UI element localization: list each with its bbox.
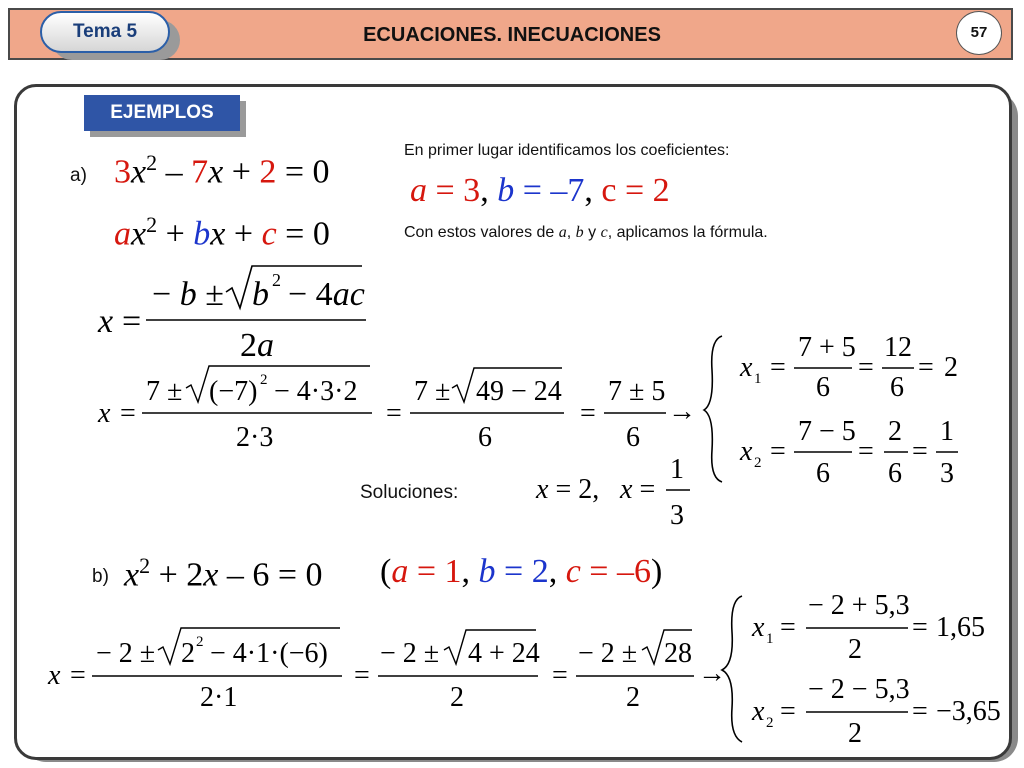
svg-text:=: = [780, 696, 796, 727]
svg-text:2: 2 [450, 682, 464, 713]
svg-text:=: = [354, 660, 370, 691]
svg-text:12: 12 [884, 332, 912, 363]
svg-text:x: x [752, 696, 765, 727]
svg-text:− 2 + 5,3: − 2 + 5,3 [808, 590, 910, 621]
svg-text:=: = [552, 660, 568, 691]
svg-text:− 4·3·2: − 4·3·2 [274, 376, 358, 407]
svg-text:− 2 ±: − 2 ± [578, 638, 638, 669]
svg-text:x: x [48, 660, 61, 691]
svg-text:x: x [740, 436, 753, 467]
svg-text:x: x [752, 612, 765, 643]
svg-text:x: x [98, 303, 114, 340]
svg-text:− 2 − 5,3: − 2 − 5,3 [808, 674, 910, 705]
svg-text:2·3: 2·3 [236, 422, 274, 453]
example-a-label: a) [70, 165, 87, 186]
svg-text:7 + 5: 7 + 5 [798, 332, 856, 363]
svg-text:− 4·1·(−6): − 4·1·(−6) [210, 638, 328, 669]
svg-text:28: 28 [664, 638, 692, 669]
example-b-label: b) [92, 566, 109, 587]
svg-text:=: = [912, 612, 928, 643]
svg-text:2: 2 [888, 416, 902, 447]
svg-text:1: 1 [754, 371, 762, 387]
svg-text:4 + 24: 4 + 24 [468, 638, 540, 669]
svg-text:(−7): (−7) [209, 376, 258, 407]
svg-text:3: 3 [670, 500, 684, 531]
solutions-label: Soluciones: [360, 482, 459, 503]
svg-text:→: → [668, 396, 696, 427]
svg-text:=: = [918, 352, 934, 383]
svg-text:7 − 5: 7 − 5 [798, 416, 856, 447]
svg-text:=: = [858, 352, 874, 383]
formula-note-c: c [600, 224, 608, 241]
page-title: ECUACIONES. INECUACIONES [363, 24, 661, 46]
quadratic-formula [97, 266, 366, 364]
page-number-badge: 57 [956, 11, 1002, 55]
substitution-b [47, 590, 1001, 749]
svg-text:2·1: 2·1 [200, 682, 238, 713]
substitution-a [97, 332, 958, 531]
svg-text:=: = [120, 398, 136, 429]
svg-text:=: = [912, 696, 928, 727]
svg-text:6: 6 [890, 372, 904, 403]
formula-note-start: Con estos valores de [404, 224, 555, 241]
formula-note-b: b [575, 224, 584, 241]
svg-text:2: 2 [944, 352, 958, 383]
svg-text:2: 2 [754, 455, 762, 471]
svg-text:=: = [770, 436, 786, 467]
general-form: $ax^2$ + bx + c = 0 [114, 212, 330, 253]
svg-text:7 ±: 7 ± [146, 376, 183, 407]
svg-text:x = 2,: x = 2, [536, 474, 600, 505]
svg-text:49 − 24: 49 − 24 [476, 376, 562, 407]
svg-text:− 2 ±: − 2 ± [380, 638, 440, 669]
svg-text:2: 2 [848, 718, 862, 749]
svg-text:6: 6 [888, 458, 902, 489]
svg-text:x: x [740, 352, 753, 383]
svg-text:=: = [580, 398, 596, 429]
topic-badge: Tema 5 [40, 11, 170, 53]
svg-text:− 2 ±: − 2 ± [96, 638, 156, 669]
svg-text:2: 2 [181, 638, 195, 669]
example-a-equation: $3x^2 - 7x + 2 = 0$ [114, 150, 330, 191]
svg-text:6: 6 [816, 372, 830, 403]
formula-note-sep2: y [588, 224, 597, 241]
formula-note-end: , aplicamos la fórmula. [607, 224, 768, 241]
svg-text:1: 1 [940, 416, 954, 447]
svg-text:2: 2 [260, 372, 268, 388]
svg-text:− 4ac: − 4ac [288, 276, 365, 313]
svg-text:7 ± 5: 7 ± 5 [608, 376, 666, 407]
formula-note-sep1: , [566, 224, 572, 241]
svg-text:2: 2 [626, 682, 640, 713]
svg-text:2: 2 [766, 715, 774, 731]
svg-text:−3,65: −3,65 [936, 696, 1001, 727]
section-label: EJEMPLOS [84, 95, 240, 131]
svg-text:− b ±: − b ± [152, 276, 224, 313]
svg-text:x: x [98, 398, 111, 429]
formula-note-a: a [558, 224, 567, 241]
intro-note: En primer lugar identificamos los coeficientes: [404, 142, 730, 159]
svg-text:=: = [70, 660, 86, 691]
coefficients-a: a = 3, b = –7, c = 2 [410, 172, 670, 209]
svg-text:6: 6 [626, 422, 640, 453]
svg-text:3: 3 [940, 458, 954, 489]
svg-text:→: → [698, 658, 726, 689]
svg-text:2: 2 [848, 634, 862, 665]
svg-text:=: = [912, 436, 928, 467]
svg-text:6: 6 [478, 422, 492, 453]
svg-text:=: = [770, 352, 786, 383]
svg-text:x =: x = [620, 474, 656, 505]
svg-text:7 ±: 7 ± [414, 376, 451, 407]
svg-text:1: 1 [766, 631, 774, 647]
coefficients-b: (a = 1, b = 2, c = –6) [380, 553, 663, 590]
svg-text:b: b [252, 276, 269, 313]
svg-text:=: = [122, 303, 142, 340]
svg-text:1,65: 1,65 [936, 612, 985, 643]
svg-text:2: 2 [196, 634, 204, 650]
example-b-equation: $x^2 + 2x - 6 = 0$ [124, 553, 323, 594]
svg-text:1: 1 [670, 454, 684, 485]
svg-text:=: = [386, 398, 402, 429]
svg-text:6: 6 [816, 458, 830, 489]
svg-text:2: 2 [272, 270, 281, 290]
svg-text:2a: 2a [240, 327, 274, 364]
svg-text:=: = [858, 436, 874, 467]
svg-text:=: = [780, 612, 796, 643]
